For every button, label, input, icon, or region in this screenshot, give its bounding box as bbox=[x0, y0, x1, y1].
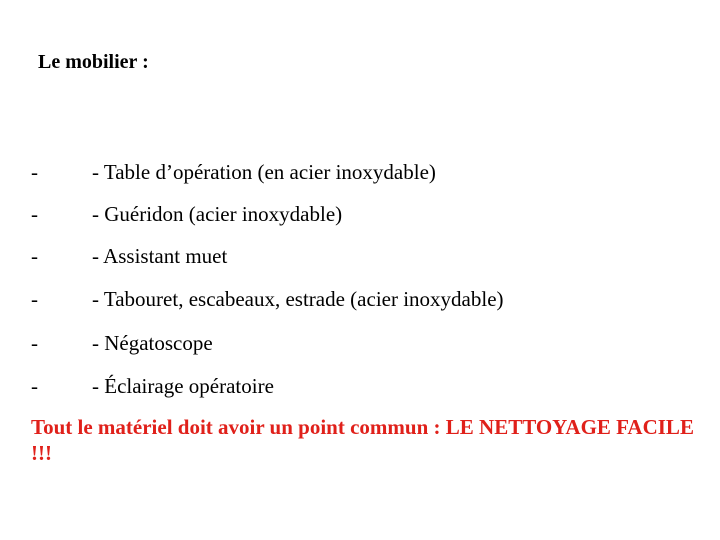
list-item-text: - Tabouret, escabeaux, estrade (acier inoxydable) bbox=[92, 287, 504, 311]
list-bullet: - bbox=[31, 244, 38, 268]
list-bullet: - bbox=[31, 202, 38, 226]
list-item bbox=[0, 372, 720, 400]
list-bullet: - bbox=[31, 287, 38, 311]
list-bullet: - bbox=[31, 160, 38, 184]
slide-title: Le mobilier : bbox=[38, 51, 149, 73]
list-item bbox=[0, 158, 720, 186]
cleaning-note: Tout le matériel doit avoir un point commun : LE NETTOYAGE FACILE !!! bbox=[31, 415, 694, 465]
list-item-text: - Guéridon (acier inoxydable) bbox=[92, 202, 343, 226]
list-bullet: - bbox=[31, 331, 38, 355]
list-item-text: - Assistant muet bbox=[92, 244, 228, 268]
list-item bbox=[0, 329, 720, 357]
list-item-text: - Négatoscope bbox=[92, 331, 213, 355]
list-item bbox=[0, 200, 720, 228]
list-item bbox=[0, 285, 720, 313]
list-item-text: - Éclairage opératoire bbox=[92, 374, 274, 398]
list-item-text: - Table d’opération (en acier inoxydable) bbox=[92, 160, 436, 184]
list-bullet: - bbox=[31, 374, 38, 398]
list-item bbox=[0, 242, 720, 270]
